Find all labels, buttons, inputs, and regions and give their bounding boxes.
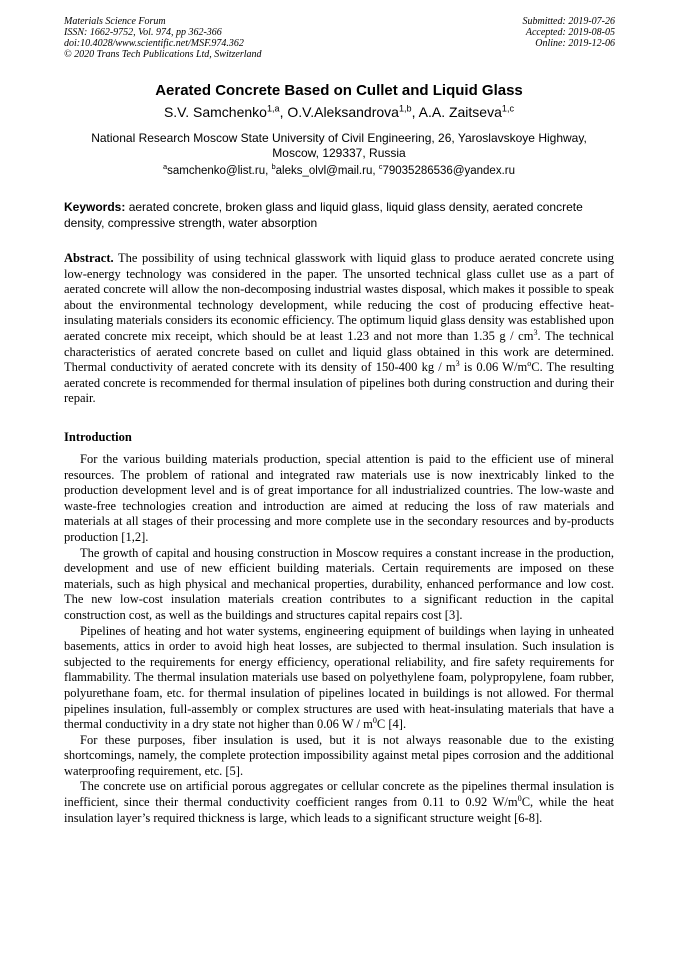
- journal-issn: ISSN: 1662-9752, Vol. 974, pp 362-366: [64, 27, 222, 38]
- paper-title: Aerated Concrete Based on Cullet and Liquid Glass: [155, 82, 523, 99]
- email[interactable]: $^a$samchenko@list.ru: [162, 162, 266, 177]
- abstract-label: Abstract.: [64, 251, 114, 265]
- section-heading-introduction: Introduction: [64, 430, 132, 444]
- author: O.V.Aleksandrova$^{1,b}$,: [287, 103, 419, 120]
- submitted-date: Submitted: 2019-07-26: [522, 16, 615, 27]
- journal-doi: doi:10.4028/www.scientific.net/MSF.974.362: [64, 38, 244, 49]
- email-list: $^a$samchenko@list.ru, $^b$aleks_olvl@mail.ru, $^c$79035286536@yandex.ru: [162, 162, 515, 177]
- paragraph: Pipelines of heating and hot water systems, engineering equipment of buildings when laying in unheated basements, attics in order to avoid high heat losses, are subjected to thermal insulation. Such insulation is subjected to the requirements for energy efficiency, operational reliability, and fire safety requirements for flammability. The thermal insulation materials use based on polyethylene foam, polypropylene, foam rubber, polyurethane foam, etc. for thermal insulation of pipelines located in buildings is not allowed. For thermal pipelines insulation, full-assembly or complex structures are used with heat-insulating materials that have a thermal conductivity in a dry state not higher than 0.06 W / $m^0C$ [4].: [64, 623, 614, 732]
- abstract: Abstract. The possibility of using technical glasswork with liquid glass to produce aerated concrete using low-energy technology was considered in the paper. The unsorted technical glass cullet use as a part of aerated concrete will allow the non-decomposing industrial wastes disposal, which makes it possible to speak about the environmental technology development, while reducing the cost of producing effective heat-insulating materials considers its economic efficiency. The optimum liquid glass density was established upon aerated concrete mix receipt, which should be at least 1.23 and not more than 1.35 g / $cm^3$. The technical characteristics of aerated concrete based on cullet and liquid glass obtained in this work are determined. Thermal conductivity of aerated concrete with its density of 150-400 kg / $m^3$ is 0.06 $W/m^oC$. The resulting aerated concrete is recommended for thermal insulation of pipelines both during construction and during their repair.: [64, 251, 615, 406]
- online-date: Online: 2019-12-06: [535, 38, 615, 49]
- paragraph: For these purposes, fiber insulation is used, but it is not always reasonable due to the existing shortcomings, namely, the complete protection impossibility against metal pipes corrosion and the additional waterproofing requirement, etc. [5].: [64, 732, 614, 778]
- author-list: [0, 104, 678, 120]
- author: S.V. Samchenko$^{1,a}$,: [163, 103, 288, 120]
- keywords: [64, 200, 614, 231]
- journal-info: [64, 16, 262, 60]
- accepted-date: Accepted: 2019-08-05: [525, 27, 615, 38]
- journal-copyright: © 2020 Trans Tech Publications Ltd, Switzerland: [64, 49, 262, 60]
- author: A.A. Zaitseva$^{1,c}$: [418, 103, 515, 120]
- paragraph: For the various building materials production, special attention is paid to the efficient use of mineral resources. The problem of rational and integrated raw materials use is now inextricably linked to the production development level and is of great importance for all industrialized countries. The low-waste and waste-free technologies creation and introduction are aimed at reducing the loss of raw materials and materials at all stages of their processing and more complete use in the secondary resources and by-products production [1,2].: [64, 452, 614, 544]
- email[interactable]: $^c$79035286536@yandex.ru: [378, 162, 515, 177]
- paragraph: The concrete use on artificial porous aggregates or cellular concrete as the pipelines thermal insulation is inefficient, since their thermal conductivity coefficient ranges from 0.11 to 0.92 $W/m^0C$, while the heat insulation layer’s required thickness is large, which leads to a significant structure weight [6-8].: [64, 779, 614, 825]
- journal-name: Materials Science Forum: [64, 16, 166, 27]
- paragraph: The growth of capital and housing construction in Moscow requires a constant increase in the production, development and use of new efficient building materials. Certain requirements are imposed on these materials, such as high physical and mechanical properties, durability, enhanced performance and low cost. The new low-cost insulation materials creation contributes to a significant reduction in the capital construction cost, as well as the buildings and structures capital repairs cost [3].: [64, 545, 614, 622]
- keywords-label: Keywords:: [64, 200, 126, 214]
- email[interactable]: $^b$aleks_olvl@mail.ru: [271, 162, 373, 177]
- introduction-body: [64, 452, 614, 826]
- keywords-text: aerated concrete, broken glass and liquid glass, liquid glass density, aerated concrete density, compressive strength, water absorption: [64, 200, 583, 230]
- publication-dates: [523, 16, 616, 49]
- affiliation: National Research Moscow State University of Civil Engineering, 26, Yaroslavskoye Highway, Moscow, 129337, Russia: [91, 131, 587, 160]
